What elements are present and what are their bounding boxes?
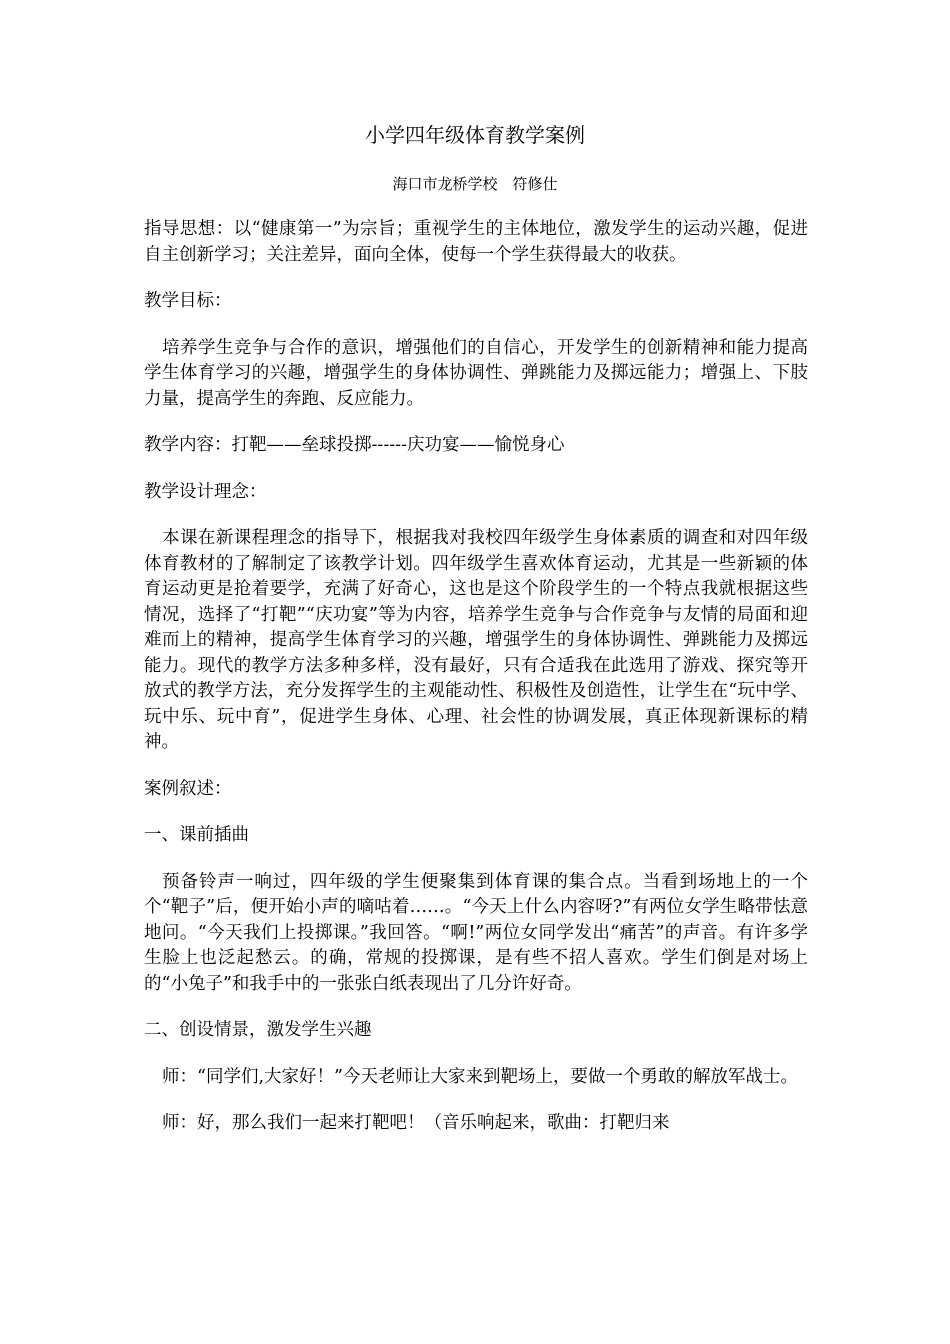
document-body	[144, 217, 808, 1158]
document-title: 小学四年级体育教学案例	[365, 123, 585, 147]
paragraph-pre-class: 预备铃声一响过，四年级的学生便聚集到体育课的集合点。当看到场地上的一个个“靶子”后，便开始小声的嘀咕着……。“今天上什么内容呀?”有两位女学生略带怯意地问。“今天我们上投掷课。”我回答。“啊!”两位女同学发出“痛苦”的声音。有许多学生脸上也泛起愁云。的确，常规的投掷课，是有些不招人喜欢。学生们倒是对场上的“小兔子”和我手中的一张张白纸表现出了几分许好奇。	[144, 871, 808, 994]
document-author: 海口市龙桥学校 符修仕	[392, 175, 558, 193]
heading-case-narrative: 案例叙述：	[144, 778, 232, 799]
heading-teaching-goals: 教学目标：	[144, 291, 232, 311]
heading-create-scene: 二、创设情景，激发学生兴趣	[144, 1020, 372, 1040]
paragraph-guiding-idea: 指导思想：以“健康第一”为宗旨；重视学生的主体地位，激发学生的运动兴趣，促进自主创新学习；关注差异，面向全体，使每一个学生获得最大的收获。	[144, 219, 808, 265]
paragraph-teacher-greeting: 师：“同学们,大家好！”今天老师让大家来到靶场上，要做一个勇敢的解放军战士。	[162, 1066, 798, 1087]
heading-design-concept: 教学设计理念：	[144, 481, 267, 502]
paragraph-design-concept: 本课在新课程理念的指导下，根据我对我校四年级学生身体素质的调查和对四年级体育教材的了解制定了该教学计划。四年级学生喜欢体育运动，尤其是一些新颖的体育运动更是抢着要学，充满了好奇心，这也是这个阶段学生的一个特点我就根据这些情况，选择了“打靶”“庆功宴”等为内容，培养学生竞争与合作竞争与友情的局面和迎难而上的精神，提高学生体育学习的兴趣，增强学生的身体协调性、弹跳能力及掷远能力。现代的教学方法多种多样，没有最好，只有合适我在此选用了游戏、探究等开放式的教学方法，充分发挥学生的主观能动性、积极性及创造性，让学生在“玩中学、玩中乐、玩中育”，促进学生身体、心理、社会性的协调发展，真正体现新课标的精神。	[144, 528, 808, 752]
heading-pre-class: 一、课前插曲	[144, 825, 249, 845]
paragraph-goals: 培养学生竞争与合作的意识，增强他们的自信心，开发学生的创新精神和能力提高学生体育学习的兴趣，增强学生的身体协调性、弹跳能力及掷远能力；增强上、下肢力量，提高学生的奔跑、反应能力。	[144, 337, 808, 409]
heading-teaching-content: 教学内容：打靶——垒球投掷------庆功宴——愉悦身心	[144, 435, 565, 455]
paragraph-teacher-shooting: 师：好，那么我们一起来打靶吧！（音乐响起来，歌曲：打靶归来	[162, 1113, 670, 1133]
